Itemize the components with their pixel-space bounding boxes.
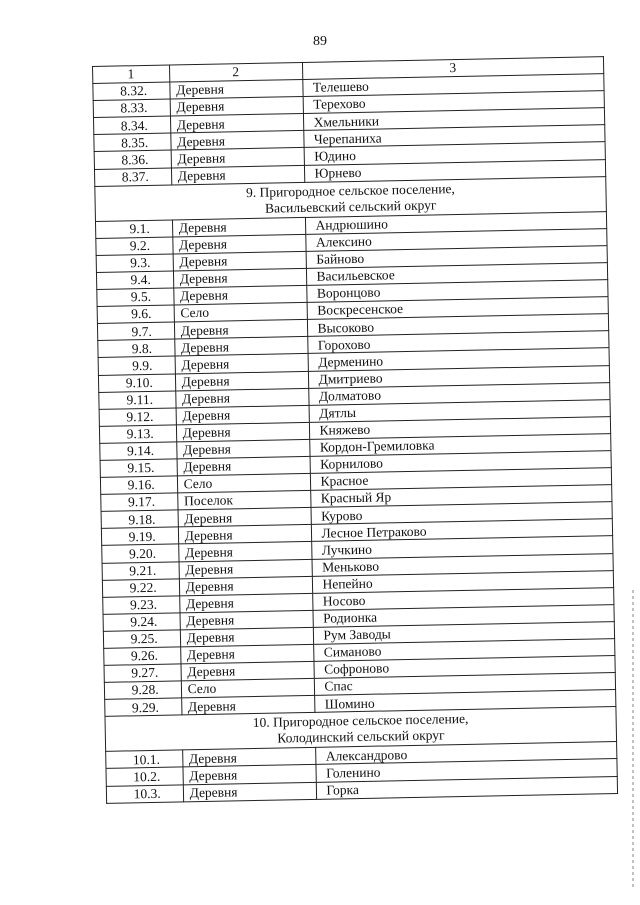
settlement-name: Байново xyxy=(306,245,608,268)
row-number: 9.28. xyxy=(104,681,181,700)
row-number: 8.37. xyxy=(94,168,171,187)
row-number: 9.15. xyxy=(100,459,177,478)
settlement-type: Деревня xyxy=(181,661,314,681)
settlements-table xyxy=(92,56,618,803)
settlement-type: Деревня xyxy=(180,644,313,664)
row-number: 8.32. xyxy=(93,82,170,101)
settlement-name: Родионка xyxy=(312,604,614,627)
settlement-name: Кордон-Гремиловка xyxy=(309,433,611,456)
settlement-type: Деревня xyxy=(179,576,312,596)
settlement-type: Деревня xyxy=(182,748,315,768)
settlement-name: Непейно xyxy=(312,570,614,593)
settlement-type: Село xyxy=(181,679,314,699)
settlement-type: Село xyxy=(174,303,307,323)
row-number: 9.1. xyxy=(95,220,172,239)
settlement-name: Шомино xyxy=(314,690,616,713)
settlement-name: Княжево xyxy=(309,416,611,439)
row-number: 8.36. xyxy=(94,150,171,169)
settlement-type: Деревня xyxy=(180,610,313,630)
row-number: 9.18. xyxy=(101,510,178,529)
row-number: 9.16. xyxy=(100,476,177,495)
header-col-number: 1 xyxy=(93,65,170,84)
settlement-name: Воронцово xyxy=(306,280,608,303)
settlement-name: Красное xyxy=(310,468,612,491)
settlement-name: Красный Яр xyxy=(310,485,612,508)
settlement-type: Деревня xyxy=(173,251,306,271)
settlement-type: Деревня xyxy=(181,696,314,716)
settlement-type: Деревня xyxy=(178,525,311,545)
settlement-type: Деревня xyxy=(172,217,305,237)
row-number: 9.19. xyxy=(101,527,178,546)
row-number: 9.22. xyxy=(102,579,179,598)
settlement-name: Лучкино xyxy=(311,536,613,559)
settlement-name: Горохово xyxy=(307,331,609,354)
settlement-name: Дятлы xyxy=(309,399,611,422)
row-number: 9.11. xyxy=(99,391,176,410)
settlement-type: Деревня xyxy=(179,593,312,613)
settlement-name: Высоково xyxy=(307,314,609,337)
row-number: 9.9. xyxy=(98,356,175,375)
section-heading-line: Колодинский сельский округ xyxy=(277,727,445,746)
page-number: 89 xyxy=(313,34,327,49)
settlement-name: Алексино xyxy=(305,228,607,251)
settlement-name: Носово xyxy=(312,587,614,610)
settlement-name: Меньково xyxy=(312,553,614,576)
settlement-type: Деревня xyxy=(171,165,304,185)
settlement-name: Горка xyxy=(316,776,618,799)
settlement-type: Деревня xyxy=(175,388,308,408)
row-number: 9.12. xyxy=(99,408,176,427)
row-number: 9.7. xyxy=(97,322,174,341)
settlement-name: Телешево xyxy=(302,74,604,97)
settlement-type: Деревня xyxy=(176,405,309,425)
settlement-type: Деревня xyxy=(175,354,308,374)
settlements-table-container xyxy=(92,56,618,803)
row-number: 9.26. xyxy=(104,647,181,666)
row-number: 9.27. xyxy=(104,664,181,683)
settlement-type: Деревня xyxy=(174,320,307,340)
settlement-name: Андрюшино xyxy=(305,211,607,234)
settlement-name: Рум Заводы xyxy=(313,621,615,644)
settlement-name: Терехово xyxy=(303,91,605,114)
settlement-type: Деревня xyxy=(183,765,316,785)
row-number: 9.3. xyxy=(96,254,173,273)
settlement-type: Деревня xyxy=(176,422,309,442)
settlement-name: Васильевское xyxy=(306,263,608,286)
row-number: 9.23. xyxy=(103,596,180,615)
settlement-type: Деревня xyxy=(183,782,316,802)
header-col-name: 3 xyxy=(302,57,604,80)
settlement-name: Голенино xyxy=(315,759,617,782)
settlement-type: Деревня xyxy=(169,80,302,100)
settlement-type: Деревня xyxy=(173,268,306,288)
row-number: 10.3. xyxy=(106,784,183,803)
row-number: 8.33. xyxy=(93,99,170,118)
settlement-type: Деревня xyxy=(180,627,313,647)
settlement-type: Деревня xyxy=(179,559,312,579)
settlement-type: Поселок xyxy=(177,491,310,511)
row-number: 9.29. xyxy=(105,698,182,717)
row-number: 9.2. xyxy=(96,237,173,256)
section-heading-line: 9. Пригородное сельское поселение, xyxy=(245,180,455,200)
settlement-type: Деревня xyxy=(173,285,306,305)
settlement-name: Хмельники xyxy=(303,108,605,131)
settlement-name: Курово xyxy=(311,502,613,525)
settlement-type: Деревня xyxy=(174,337,307,357)
section-heading-line: Васильевский сельский округ xyxy=(264,197,437,216)
row-number: 9.10. xyxy=(98,373,175,392)
settlement-name: Долматово xyxy=(308,382,610,405)
settlement-type: Деревня xyxy=(170,97,303,117)
settlement-type: Село xyxy=(177,473,310,493)
settlement-name: Александрово xyxy=(315,742,617,765)
row-number: 9.5. xyxy=(97,288,174,307)
row-number: 9.6. xyxy=(97,305,174,324)
row-number: 9.24. xyxy=(103,613,180,632)
header-col-type: 2 xyxy=(169,62,302,82)
section-heading-line: 10. Пригородное сельское поселение, xyxy=(252,711,469,731)
row-number: 9.25. xyxy=(103,630,180,649)
row-number: 10.1. xyxy=(106,750,183,769)
row-number: 9.20. xyxy=(102,544,179,563)
row-number: 9.17. xyxy=(101,493,178,512)
row-number: 9.13. xyxy=(99,425,176,444)
settlement-type: Деревня xyxy=(175,371,308,391)
settlement-type: Деревня xyxy=(171,148,304,168)
settlement-type: Деревня xyxy=(178,508,311,528)
settlement-name: Юдино xyxy=(304,142,606,165)
row-number: 9.21. xyxy=(102,561,179,580)
settlement-type: Деревня xyxy=(178,542,311,562)
scan-edge-mark xyxy=(632,590,634,890)
settlement-type: Деревня xyxy=(177,456,310,476)
settlements-table-body xyxy=(93,57,618,803)
row-number: 10.2. xyxy=(106,767,183,786)
settlement-name: Дмитриево xyxy=(308,365,610,388)
row-number: 8.35. xyxy=(94,133,171,152)
row-number: 9.4. xyxy=(96,271,173,290)
settlement-type: Деревня xyxy=(172,234,305,254)
settlement-name: Софроново xyxy=(313,656,615,679)
settlement-name: Спас xyxy=(314,673,616,696)
row-number: 8.34. xyxy=(93,116,170,135)
settlement-name: Лесное Петраково xyxy=(311,519,613,542)
settlement-type: Деревня xyxy=(170,131,303,151)
row-number: 9.14. xyxy=(100,442,177,461)
settlement-name: Корнилово xyxy=(310,451,612,474)
row-number: 9.8. xyxy=(98,339,175,358)
settlement-name: Дерменино xyxy=(308,348,610,371)
settlement-name: Воскресенское xyxy=(307,297,609,320)
settlement-name: Черепаниха xyxy=(303,125,605,148)
settlement-type: Деревня xyxy=(176,439,309,459)
settlement-type: Деревня xyxy=(170,114,303,134)
settlement-name: Юрнево xyxy=(304,159,606,182)
settlement-name: Симаново xyxy=(313,639,615,662)
